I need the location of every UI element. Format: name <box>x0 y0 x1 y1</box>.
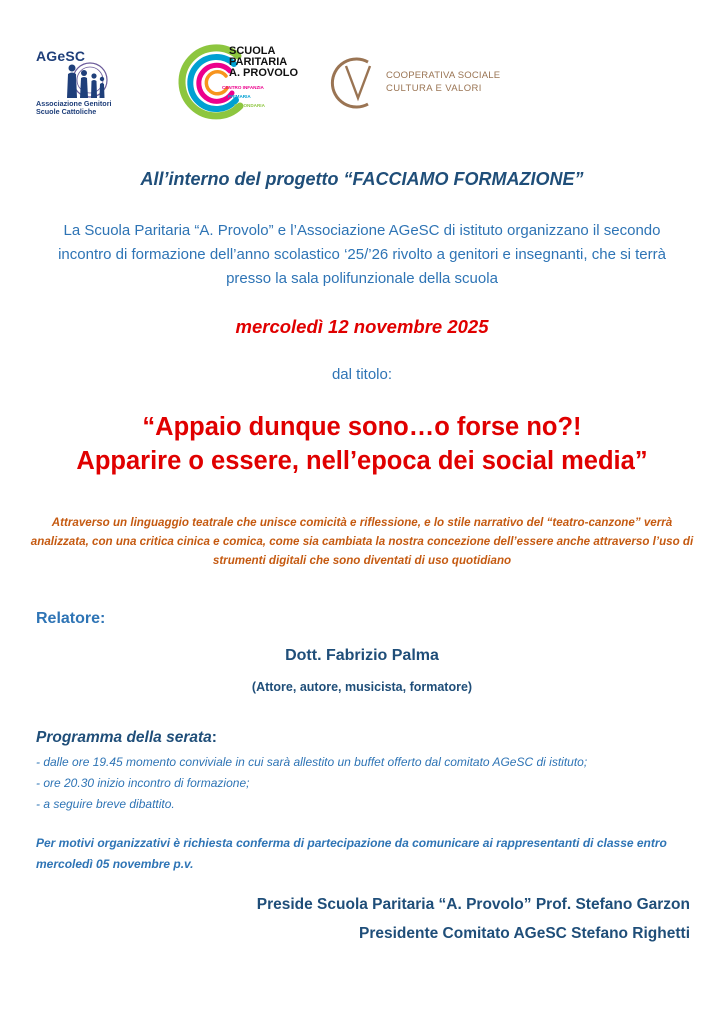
agesc-logo-subtitle <box>36 100 112 116</box>
signature-presidente: Presidente Comitato AGeSC Stefano Righetti <box>359 925 690 942</box>
rsvp-notice: Per motivi organizzativi è richiesta conferma di partecipazione da comunicare ai rappresentanti di classe entro mercoledì 05 novembre p.v. <box>36 836 667 871</box>
provolo-title-line2: PARITARIA <box>229 56 288 68</box>
agesc-logo-name: AGeSC <box>36 48 86 64</box>
provolo-title-line3: A. PROVOLO <box>229 67 299 79</box>
title-label: dal titolo: <box>331 366 393 383</box>
program-heading-text: Programma della serata <box>36 729 212 746</box>
agesc-subtitle-line1: Associazione Genitori <box>36 99 112 108</box>
program-heading-colon: : <box>211 729 217 746</box>
event-date: mercoledì 12 novembre 2025 <box>235 316 489 337</box>
speaker-name: Dott. Fabrizio Palma <box>285 647 439 664</box>
main-title <box>0 410 724 478</box>
speaker-label: Relatore: <box>36 610 106 627</box>
agesc-logo <box>36 44 120 120</box>
main-title-line1: “Appaio dunque sono…o forse no?! <box>142 413 582 441</box>
cv-monogram-icon <box>328 52 380 112</box>
agesc-subtitle-line2: Scuole Cattoliche <box>36 107 97 116</box>
provolo-tag-primaria: PRIMARIA <box>228 94 251 99</box>
provolo-tag-infanzia: CENTRO INFANZIA <box>222 85 264 90</box>
family-icon <box>58 60 114 100</box>
program-item: - ore 20.30 inizio incontro di formazione; <box>36 776 250 790</box>
project-line: All’interno del progetto “FACCIAMO FORMAZIONE” <box>140 169 584 189</box>
program-heading <box>36 729 217 747</box>
provolo-logo <box>176 42 298 122</box>
program-item: - a seguire breve dibattito. <box>36 797 175 811</box>
speaker-role: (Attore, autore, musicista, formatore) <box>251 680 473 694</box>
signature-preside: Preside Scuola Paritaria “A. Provolo” Prof. Stefano Garzon <box>256 896 690 913</box>
coop-name-line2: CULTURA E VALORI <box>386 83 482 94</box>
program-list <box>36 752 587 815</box>
provolo-logo-title <box>229 46 298 79</box>
coop-name-line1: COOPERATIVA SOCIALE <box>386 70 501 81</box>
provolo-title-line1: SCUOLA <box>229 45 276 57</box>
intro-paragraph: La Scuola Paritaria “A. Provolo” e l’Associazione AGeSC di istituto organizzano il secondo incontro di formazione dell’anno scolastico ‘25/’26 rivolto a genitori e insegnanti, che si terrà presso la sala polifunzionale della scuola <box>58 222 666 287</box>
cooperativa-logo <box>328 52 501 112</box>
description: Attraverso un linguaggio teatrale che unisce comicità e riflessione, e lo stile narrativo del “teatro-canzone” verrà analizzata, con una critica cinica e comica, come sia cambiata la nostra concezione dell’essere anche attraverso l’uso di strumenti digitali che sono diventati di uso quotidiano <box>30 516 694 567</box>
main-title-line2: Apparire o essere, nell’epoca dei social media” <box>76 447 648 475</box>
provolo-tag-secondaria: SECONDARIA <box>234 103 265 108</box>
program-item: - dalle ore 19.45 momento conviviale in cui sarà allestito un buffet offerto dal comitato AGeSC di istituto; <box>36 755 588 769</box>
